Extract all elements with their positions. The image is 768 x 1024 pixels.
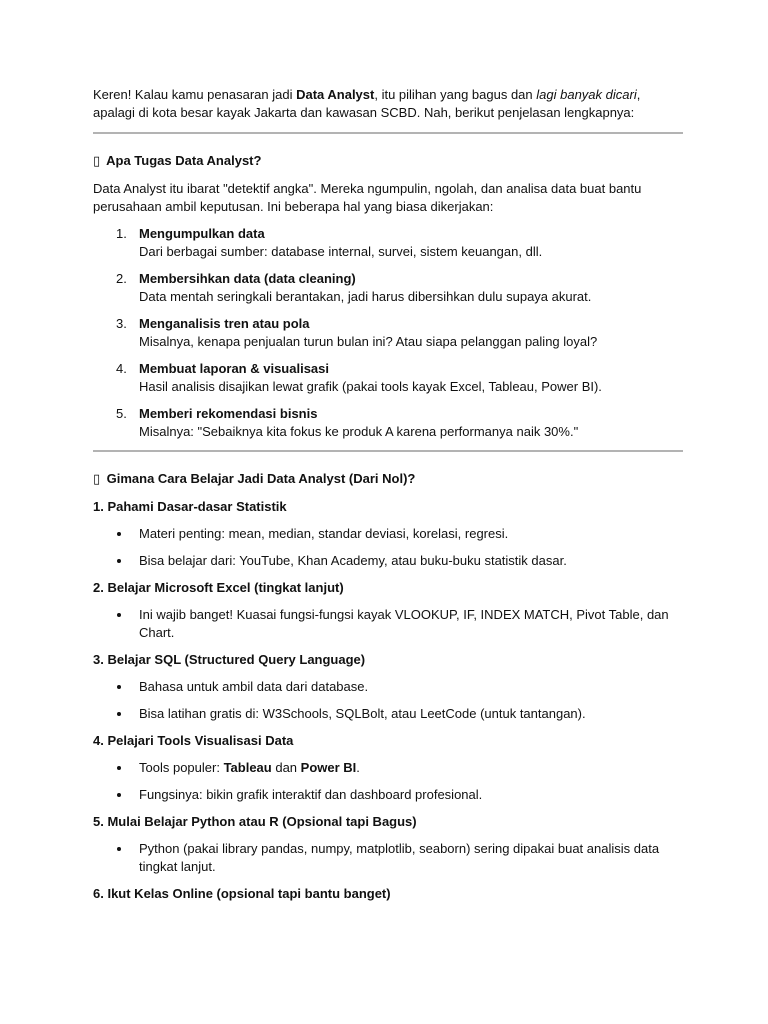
list-item: Bisa belajar dari: YouTube, Khan Academy, atau buku-buku statistik dasar. [93, 552, 683, 570]
document-content [93, 86, 683, 912]
bullet-text: . [356, 760, 360, 775]
bullet-bold-tableau: Tableau [223, 760, 272, 775]
list-item-description: Misalnya: "Sebaiknya kita fokus ke produk A karena performanya naik 30%." [139, 424, 579, 439]
list-item-description: Misalnya, kenapa penjualan turun bulan ini? Atau siapa pelanggan paling loyal? [139, 334, 598, 349]
intro-text-1: Keren! Kalau kamu penasaran jadi [93, 87, 297, 102]
intro-paragraph [93, 86, 683, 122]
placeholder-glyph-icon: ▯ [93, 154, 101, 169]
list-item: Materi penting: mean, median, standar deviasi, korelasi, regresi. [93, 525, 683, 543]
section-heading-learning-text: Gimana Cara Belajar Jadi Data Analyst (Dari Nol)? [106, 471, 416, 486]
section-heading-tasks [93, 152, 683, 171]
bullet-list [93, 606, 683, 642]
list-item [93, 315, 683, 351]
tasks-intro-paragraph: Data Analyst itu ibarat "detektif angka". Mereka ngumpulin, ngolah, dan analisa data buat bantu perusahaan ambil keputusan. Ini beberapa hal yang biasa dikerjakan: [93, 181, 642, 214]
step-heading-excel: 2. Belajar Microsoft Excel (tingkat lanjut) [93, 580, 344, 595]
intro-text-2: , itu pilihan yang bagus dan [374, 87, 537, 102]
list-item-title: Menganalisis tren atau pola [139, 316, 310, 331]
bullet-bold-power-bi: Power BI [300, 760, 357, 775]
divider-2 [93, 450, 683, 452]
list-item: Fungsinya: bikin grafik interaktif dan dashboard profesional. [93, 786, 683, 804]
tasks-list [93, 225, 683, 441]
step-heading-online-class: 6. Ikut Kelas Online (opsional tapi bantu banget) [93, 886, 391, 901]
list-item-description: Data mentah seringkali berantakan, jadi harus dibersihkan dulu supaya akurat. [139, 289, 592, 304]
list-item-number: 3. [116, 316, 127, 331]
list-item [93, 405, 683, 441]
intro-text-3: , apalagi di kota besar kayak Jakarta dan kawasan SCBD. Nah, berikut penjelasan lengkapnya: [93, 87, 641, 120]
bullet-list [93, 759, 683, 804]
bullet-list [93, 840, 683, 876]
step-heading-sql: 3. Belajar SQL (Structured Query Language) [93, 652, 366, 667]
list-item: Bahasa untuk ambil data dari database. [93, 678, 683, 696]
step-heading-statistics: 1. Pahami Dasar-dasar Statistik [93, 499, 287, 514]
section-heading-learning [93, 470, 683, 489]
list-item-title: Membersihkan data (data cleaning) [139, 271, 356, 286]
list-item [93, 759, 683, 777]
placeholder-glyph-icon: ▯ [93, 472, 101, 487]
list-item-title: Mengumpulkan data [139, 226, 265, 241]
list-item [93, 225, 683, 261]
list-item [93, 270, 683, 306]
list-item-number: 2. [116, 271, 127, 286]
bullet-text: dan [271, 760, 301, 775]
bullet-list [93, 678, 683, 723]
intro-bold-data-analyst: Data Analyst [296, 87, 375, 102]
list-item-number: 1. [116, 226, 127, 241]
list-item [93, 360, 683, 396]
section-heading-tasks-text: Apa Tugas Data Analyst? [106, 153, 262, 168]
list-item: Bisa latihan gratis di: W3Schools, SQLBolt, atau LeetCode (untuk tantangan). [93, 705, 683, 723]
list-item: Ini wajib banget! Kuasai fungsi-fungsi kayak VLOOKUP, IF, INDEX MATCH, Pivot Table, dan Chart. [93, 606, 683, 642]
list-item-title: Memberi rekomendasi bisnis [139, 406, 318, 421]
bullet-text: Tools populer: [139, 760, 224, 775]
list-item-number: 5. [116, 406, 127, 421]
bullet-list [93, 525, 683, 570]
list-item-number: 4. [116, 361, 127, 376]
step-heading-visualization: 4. Pelajari Tools Visualisasi Data [93, 733, 294, 748]
divider-1 [93, 132, 683, 134]
list-item-description: Dari berbagai sumber: database internal, survei, sistem keuangan, dll. [139, 244, 543, 259]
list-item: Python (pakai library pandas, numpy, matplotlib, seaborn) sering dipakai buat analisis data tingkat lanjut. [93, 840, 683, 876]
list-item-title: Membuat laporan & visualisasi [139, 361, 330, 376]
intro-italic: lagi banyak dicari [536, 87, 637, 102]
list-item-description: Hasil analisis disajikan lewat grafik (pakai tools kayak Excel, Tableau, Power BI). [139, 379, 602, 394]
step-heading-python: 5. Mulai Belajar Python atau R (Opsional tapi Bagus) [93, 814, 417, 829]
